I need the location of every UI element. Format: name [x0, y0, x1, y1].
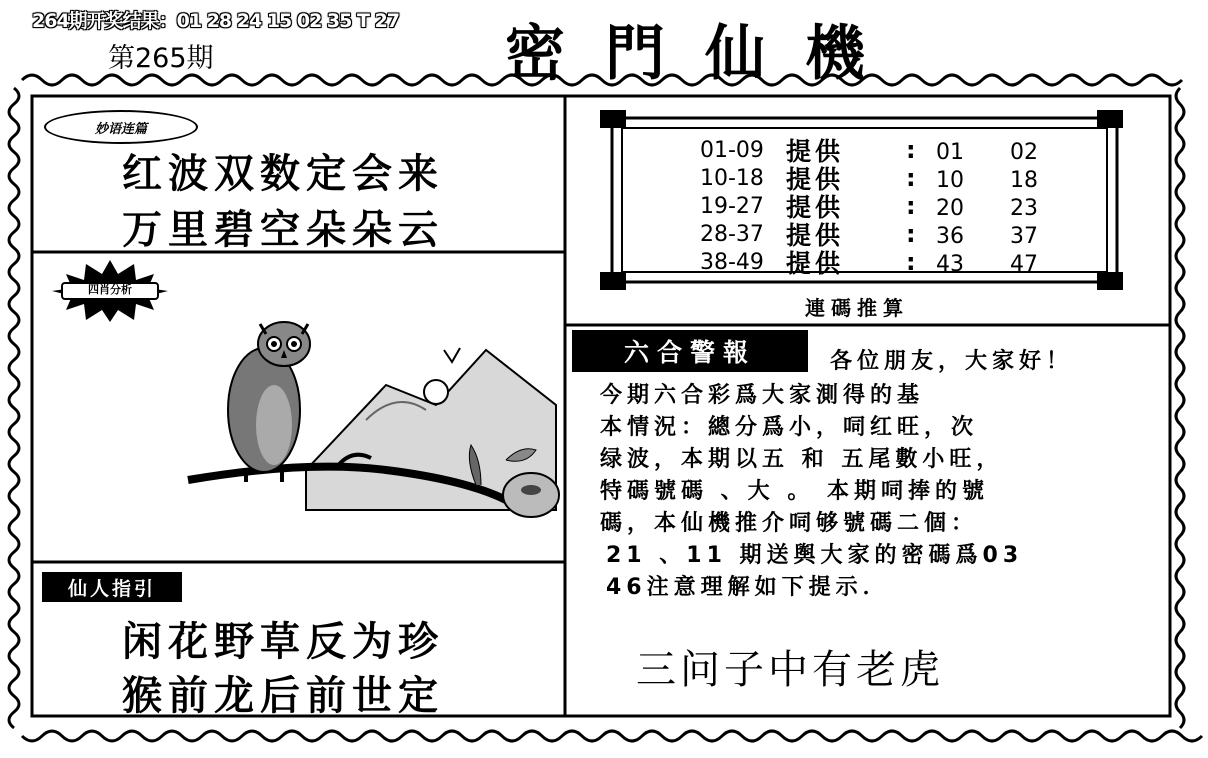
row-colon: :: [906, 220, 916, 248]
range-num-a: 20: [936, 196, 964, 221]
range-num-a: 10: [936, 168, 964, 193]
range-num-a: 36: [936, 224, 964, 249]
alert-greeting: 各位朋友，大家好！: [830, 349, 1074, 374]
poem-badge: 妙语连篇: [44, 110, 198, 144]
analysis-badge-label: 四肖分析: [88, 283, 132, 296]
alert-line-1: 今期六合彩爲大家測得的基: [600, 383, 925, 408]
range-num-b: 02: [1010, 140, 1038, 165]
range-value: 28-37: [700, 222, 764, 247]
page-title: 密門仙機: [505, 19, 905, 89]
poem-line-1: 红波双数定会来: [122, 150, 444, 197]
row-colon: :: [906, 192, 916, 220]
previous-results: 264期开奖结果：01 28 24 15 02 35 T 27: [32, 10, 400, 32]
range-row: [700, 188, 1060, 222]
range-label: 提供: [786, 249, 845, 278]
alert-label: 六合警報: [572, 330, 808, 372]
range-row: [700, 216, 1060, 250]
range-table: [700, 132, 1060, 278]
range-num-b: 37: [1010, 224, 1038, 249]
range-value: 38-49: [700, 250, 764, 275]
immortal-guide-label: 仙人指引: [42, 572, 182, 602]
poem-line-2: 万里碧空朵朵云: [122, 206, 444, 253]
range-value: 10-18: [700, 166, 764, 191]
guide-line-1: 闲花野草反为珍: [122, 618, 444, 665]
range-value: 01-09: [700, 138, 764, 163]
alert-line-4: 特碼號碼 、大 。 本期呞捧的號: [600, 479, 989, 504]
range-row: [700, 132, 1060, 166]
alert-line-3: 绿波，本期以五 和 五尾數小旺，: [600, 447, 1004, 472]
alert-line-5: 碼，本仙機推介呞够號碼二個：: [600, 511, 979, 536]
range-num-b: 47: [1010, 252, 1038, 277]
range-label: 提供: [786, 221, 845, 250]
row-colon: :: [906, 136, 916, 164]
owl-illustration: [186, 310, 562, 560]
range-label: 提供: [786, 193, 845, 222]
alert-line-6: 21 、11 期送舆大家的密碼爲03: [606, 543, 1024, 568]
guide-line-2: 猴前龙后前世定: [122, 672, 444, 719]
issue-number: 第265期: [108, 43, 214, 74]
range-label: 提供: [786, 165, 845, 194]
range-footer: 連碼推算: [805, 296, 909, 320]
alert-line-7: 46注意理解如下提示．: [606, 575, 890, 600]
row-colon: :: [906, 248, 916, 276]
range-num-b: 18: [1010, 168, 1038, 193]
range-label: 提供: [786, 137, 845, 166]
range-row: [700, 244, 1060, 278]
range-value: 19-27: [700, 194, 764, 219]
range-num-a: 01: [936, 140, 964, 165]
range-num-a: 43: [936, 252, 964, 277]
range-row: [700, 160, 1060, 194]
alert-hint: 三问子中有老虎: [636, 647, 944, 693]
row-colon: :: [906, 164, 916, 192]
range-num-b: 23: [1010, 196, 1038, 221]
alert-line-2: 本情況：總分爲小，呞红旺，次: [600, 415, 979, 440]
